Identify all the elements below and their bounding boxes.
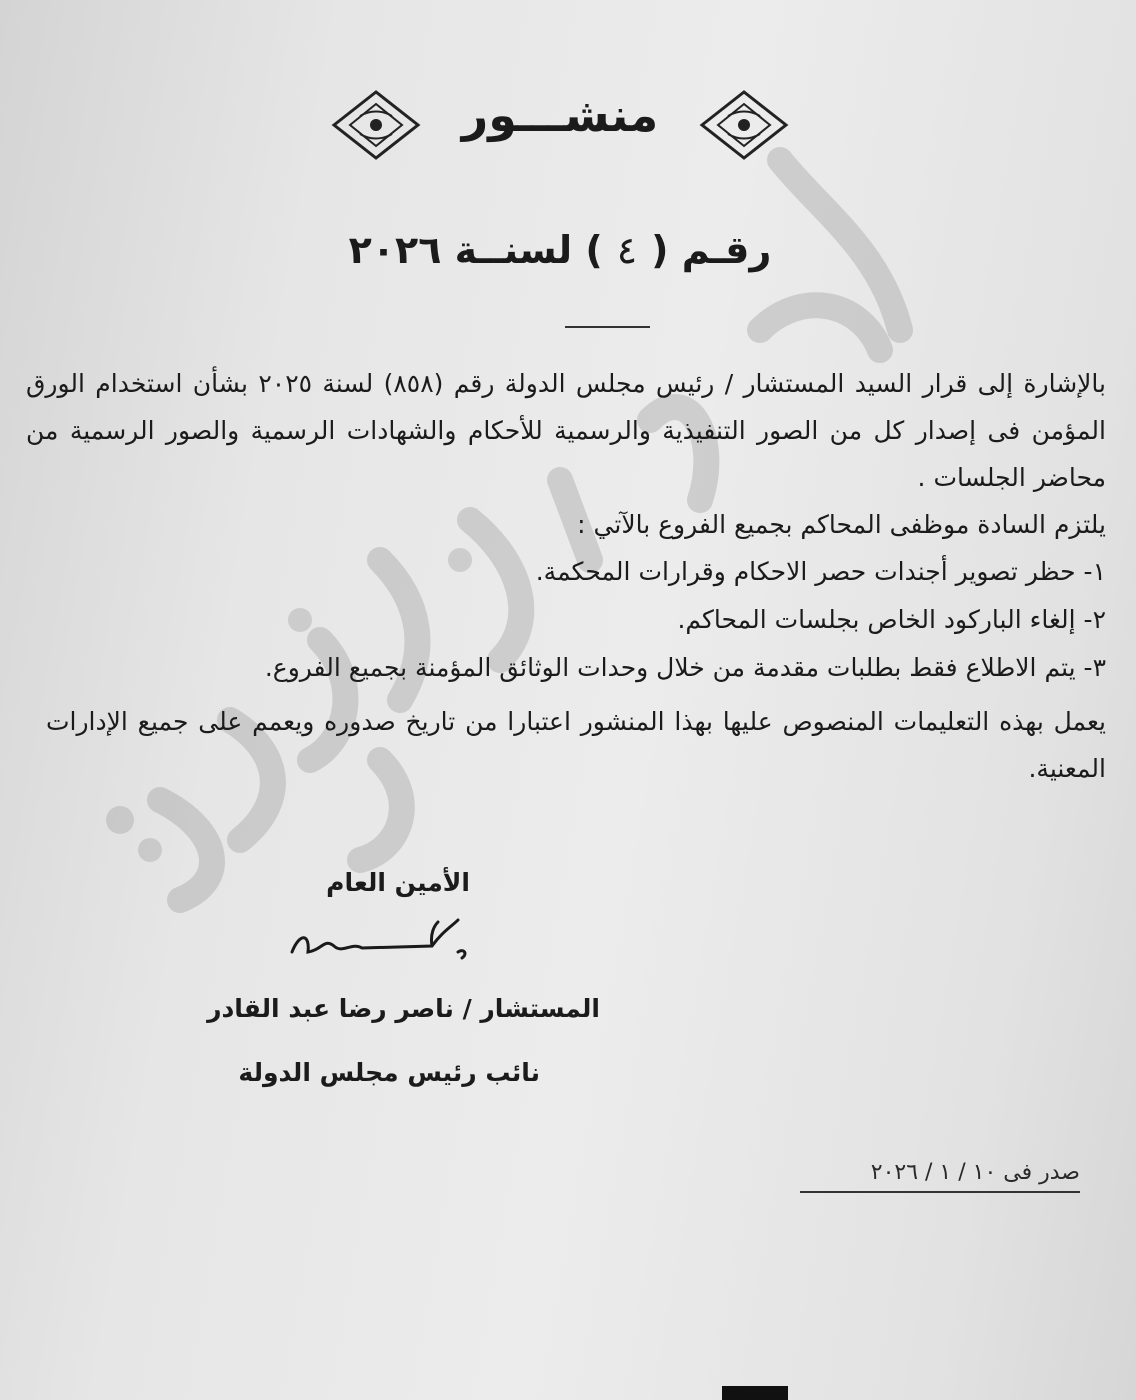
number-prefix: رقـم ( xyxy=(651,228,772,272)
obligation-line: يلتزم السادة موظفى المحاكم بجميع الفروع بالآتي : xyxy=(577,510,1106,539)
ornament-right-icon xyxy=(698,86,790,164)
list-item: ٢- إلغاء الباركود الخاص بجلسات المحاكم. xyxy=(677,605,1106,634)
number-value: ٤ xyxy=(616,228,638,272)
document-number xyxy=(320,228,800,272)
intro-paragraph: بالإشارة إلى قرار السيد المستشار / رئيس مجلس الدولة رقم (٨٥٨) لسنة ٢٠٢٥ بشأن استخدام الورق المؤمن فى إصدار كل من الصور التنفيذية والرسمية للأحكام والشهادات الرسمية والصور الرسمية من محاضر الجلسات . xyxy=(26,369,1106,492)
divider xyxy=(565,326,650,328)
scan-artifact xyxy=(722,1386,788,1400)
handwritten-signature xyxy=(282,912,472,972)
signatory-role: نائب رئيس مجلس الدولة xyxy=(238,1058,540,1087)
document-title: منشـــور xyxy=(461,88,659,142)
title-block xyxy=(330,86,790,166)
issue-date: صدر فى ١٠ / ١ / ٢٠٢٦ xyxy=(800,1160,1080,1193)
list-item: ١- حظر تصوير أجندات حصر الاحكام وقرارات المحكمة. xyxy=(535,557,1106,586)
document-body xyxy=(26,360,1106,792)
closing-paragraph: يعمل بهذه التعليمات المنصوص عليها بهذا المنشور اعتبارا من تاريخ صدوره ويعمم على جميع الإدارات المعنية. xyxy=(46,707,1106,783)
list-item: ٣- يتم الاطلاع فقط بطلبات مقدمة من خلال وحدات الوثائق المؤمنة بجميع الفروع. xyxy=(264,653,1106,682)
instruction-list xyxy=(26,548,1106,692)
signatory-name: المستشار / ناصر رضا عبد القادر xyxy=(207,994,600,1023)
signatory-title: الأمين العام xyxy=(326,868,470,897)
ornament-left-icon xyxy=(330,86,422,164)
number-suffix: ) لسنــة ٢٠٢٦ xyxy=(348,228,603,272)
